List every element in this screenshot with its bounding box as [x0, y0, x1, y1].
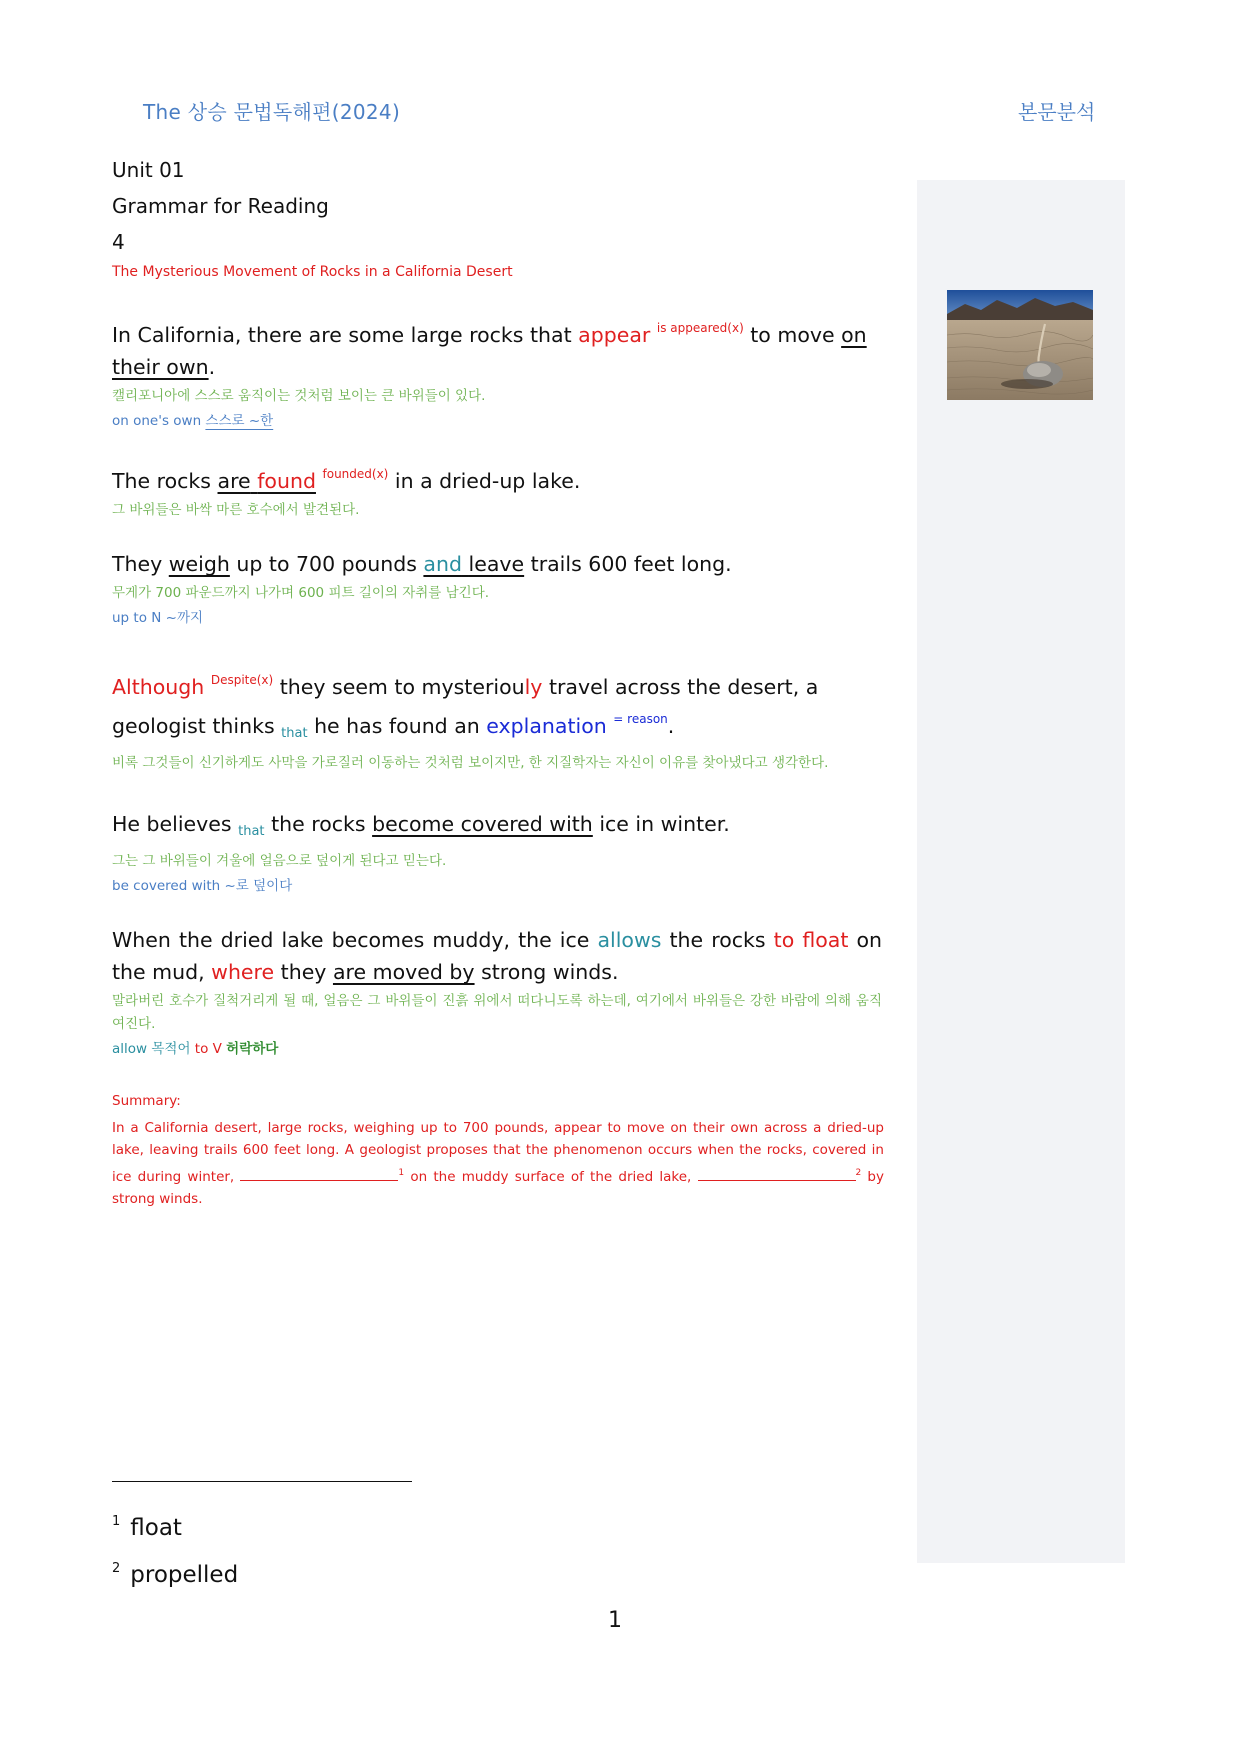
sentence-4: Although $^{Despite(x)}$ they seem to mysteriouly travel across the desert, a geologist thinks $_{that}$ he has found an explanation $^{= reason}$. 비록 그것들이 신기하게도 사막을 가로질러 이동하는 것처럼 보이지만, 한 지질학자는 자신이 이유를 찾아냈다고 생각한다. — [112, 664, 882, 775]
phrase-and-leave: and leave — [423, 552, 525, 576]
translation: 그 바위들은 바싹 마른 호수에서 발견된다. — [112, 502, 360, 518]
footnote-2: $^2$ propelled — [112, 1561, 239, 1588]
sentence-5: He believes $_{that}$ the rocks become covered with ice in winter. 그는 그 바위들이 겨울에 얼음으로 덮이게 된다고 믿는다. be covered with ~로 덮이다 — [112, 808, 882, 897]
keyword-although: Although — [112, 675, 205, 699]
blank-2[interactable] — [698, 1166, 856, 1181]
grammar-correction: Despite(x) — [210, 673, 274, 687]
grammar-correction: founded(x) — [322, 467, 389, 481]
book-title: The 상승 문법독해편(2024) — [143, 100, 401, 124]
vocab-note: on one's own 스스로 ~한 — [112, 413, 274, 429]
page-number: 1 — [608, 1608, 622, 1633]
vocab-note: up to N ~까지 — [112, 610, 204, 626]
phrase-are-moved-by: are moved by — [332, 960, 475, 984]
part-label: Grammar for Reading — [112, 194, 329, 218]
phrase-on-their-own: on their own — [112, 323, 867, 379]
sentence-6: When the dried lake becomes muddy, the ice allows the rocks to float on the mud, where they are moved by strong winds. 말라버린 호수가 질척거리게 될 때, 얼음은 그 바위들이 진흙 위에서 떠다니도록 하는데, 여기에서 바위들은 강한 바람에 의해 움직여진다. allow 목적어 to V 허락하다 — [112, 924, 882, 1060]
keyword-appear: appear — [578, 323, 651, 347]
omitted-that: that — [238, 824, 265, 839]
footnote-divider — [112, 1481, 412, 1482]
keyword-explanation: explanation — [486, 714, 607, 738]
blank-1[interactable] — [240, 1166, 398, 1181]
section-label: 본문분석 — [1018, 100, 1096, 124]
unit-label: Unit 01 — [112, 158, 185, 182]
passage-number: 4 — [112, 230, 125, 254]
passage-title: The Mysterious Movement of Rocks in a California Desert — [112, 264, 513, 280]
translation: 무게가 700 파운드까지 나가며 600 피트 길이의 자취를 남긴다. — [112, 585, 490, 601]
sentence-1: In California, there are some large rocks that appear $^{is appeared(x)}$ to move on their own. 캘리포니아에 스스로 움직이는 것처럼 보이는 큰 바위들이 있다. on one's own 스스로 ~한 — [112, 312, 882, 432]
summary-block: Summary: In a California desert, large rocks, weighing up to 700 pounds, appear to move on their own across a dried-up lake, leaving trails 600 feet long. A geologist proposes that the phenomenon occurs when the rocks, covered in ice during winter, $^1$ on the muddy surface of the dried lake, $^2$ by strong winds. — [112, 1090, 884, 1211]
phrase-become-covered-with: become covered with — [372, 812, 593, 836]
keyword-allows: allows — [597, 928, 662, 952]
sentence-2: The rocks are found $^{founded(x)}$ in a dried-up lake. 그 바위들은 바싹 마른 호수에서 발견된다. — [112, 458, 882, 522]
vocab-note: be covered with ~로 덮이다 — [112, 878, 293, 894]
grammar-note: allow 목적어 to V 허락하다 — [112, 1041, 279, 1057]
keyword-to-float: to float — [773, 928, 849, 952]
keyword-where: where — [211, 960, 275, 984]
translation: 그는 그 바위들이 겨울에 얼음으로 덮이게 된다고 믿는다. — [112, 853, 447, 869]
desert-rock-photo — [947, 290, 1093, 400]
sentence-3: They weigh up to 700 pounds and leave trails 600 feet long. 무게가 700 파운드까지 나가며 600 피트 길이의 자취를 남긴다. up to N ~까지 — [112, 548, 882, 629]
translation: 말라버린 호수가 질척거리게 될 때, 얼음은 그 바위들이 진흙 위에서 떠다니도록 하는데, 여기에서 바위들은 강한 바람에 의해 움직여진다. — [112, 993, 882, 1032]
translation: 캘리포니아에 스스로 움직이는 것처럼 보이는 큰 바위들이 있다. — [112, 388, 486, 404]
side-panel — [917, 180, 1125, 1563]
synonym-note: = reason — [613, 712, 668, 726]
translation: 비록 그것들이 신기하게도 사막을 가로질러 이동하는 것처럼 보이지만, 한 지질학자는 자신이 이유를 찾아냈다고 생각한다. — [112, 755, 829, 771]
phrase-are-found: are found — [217, 469, 316, 493]
verb-weigh: weigh — [168, 552, 230, 576]
omitted-that: that — [281, 726, 308, 741]
grammar-correction: is appeared(x) — [656, 321, 744, 335]
footnote-1: $^1$ float — [112, 1514, 182, 1541]
summary-label: Summary: — [112, 1093, 181, 1109]
